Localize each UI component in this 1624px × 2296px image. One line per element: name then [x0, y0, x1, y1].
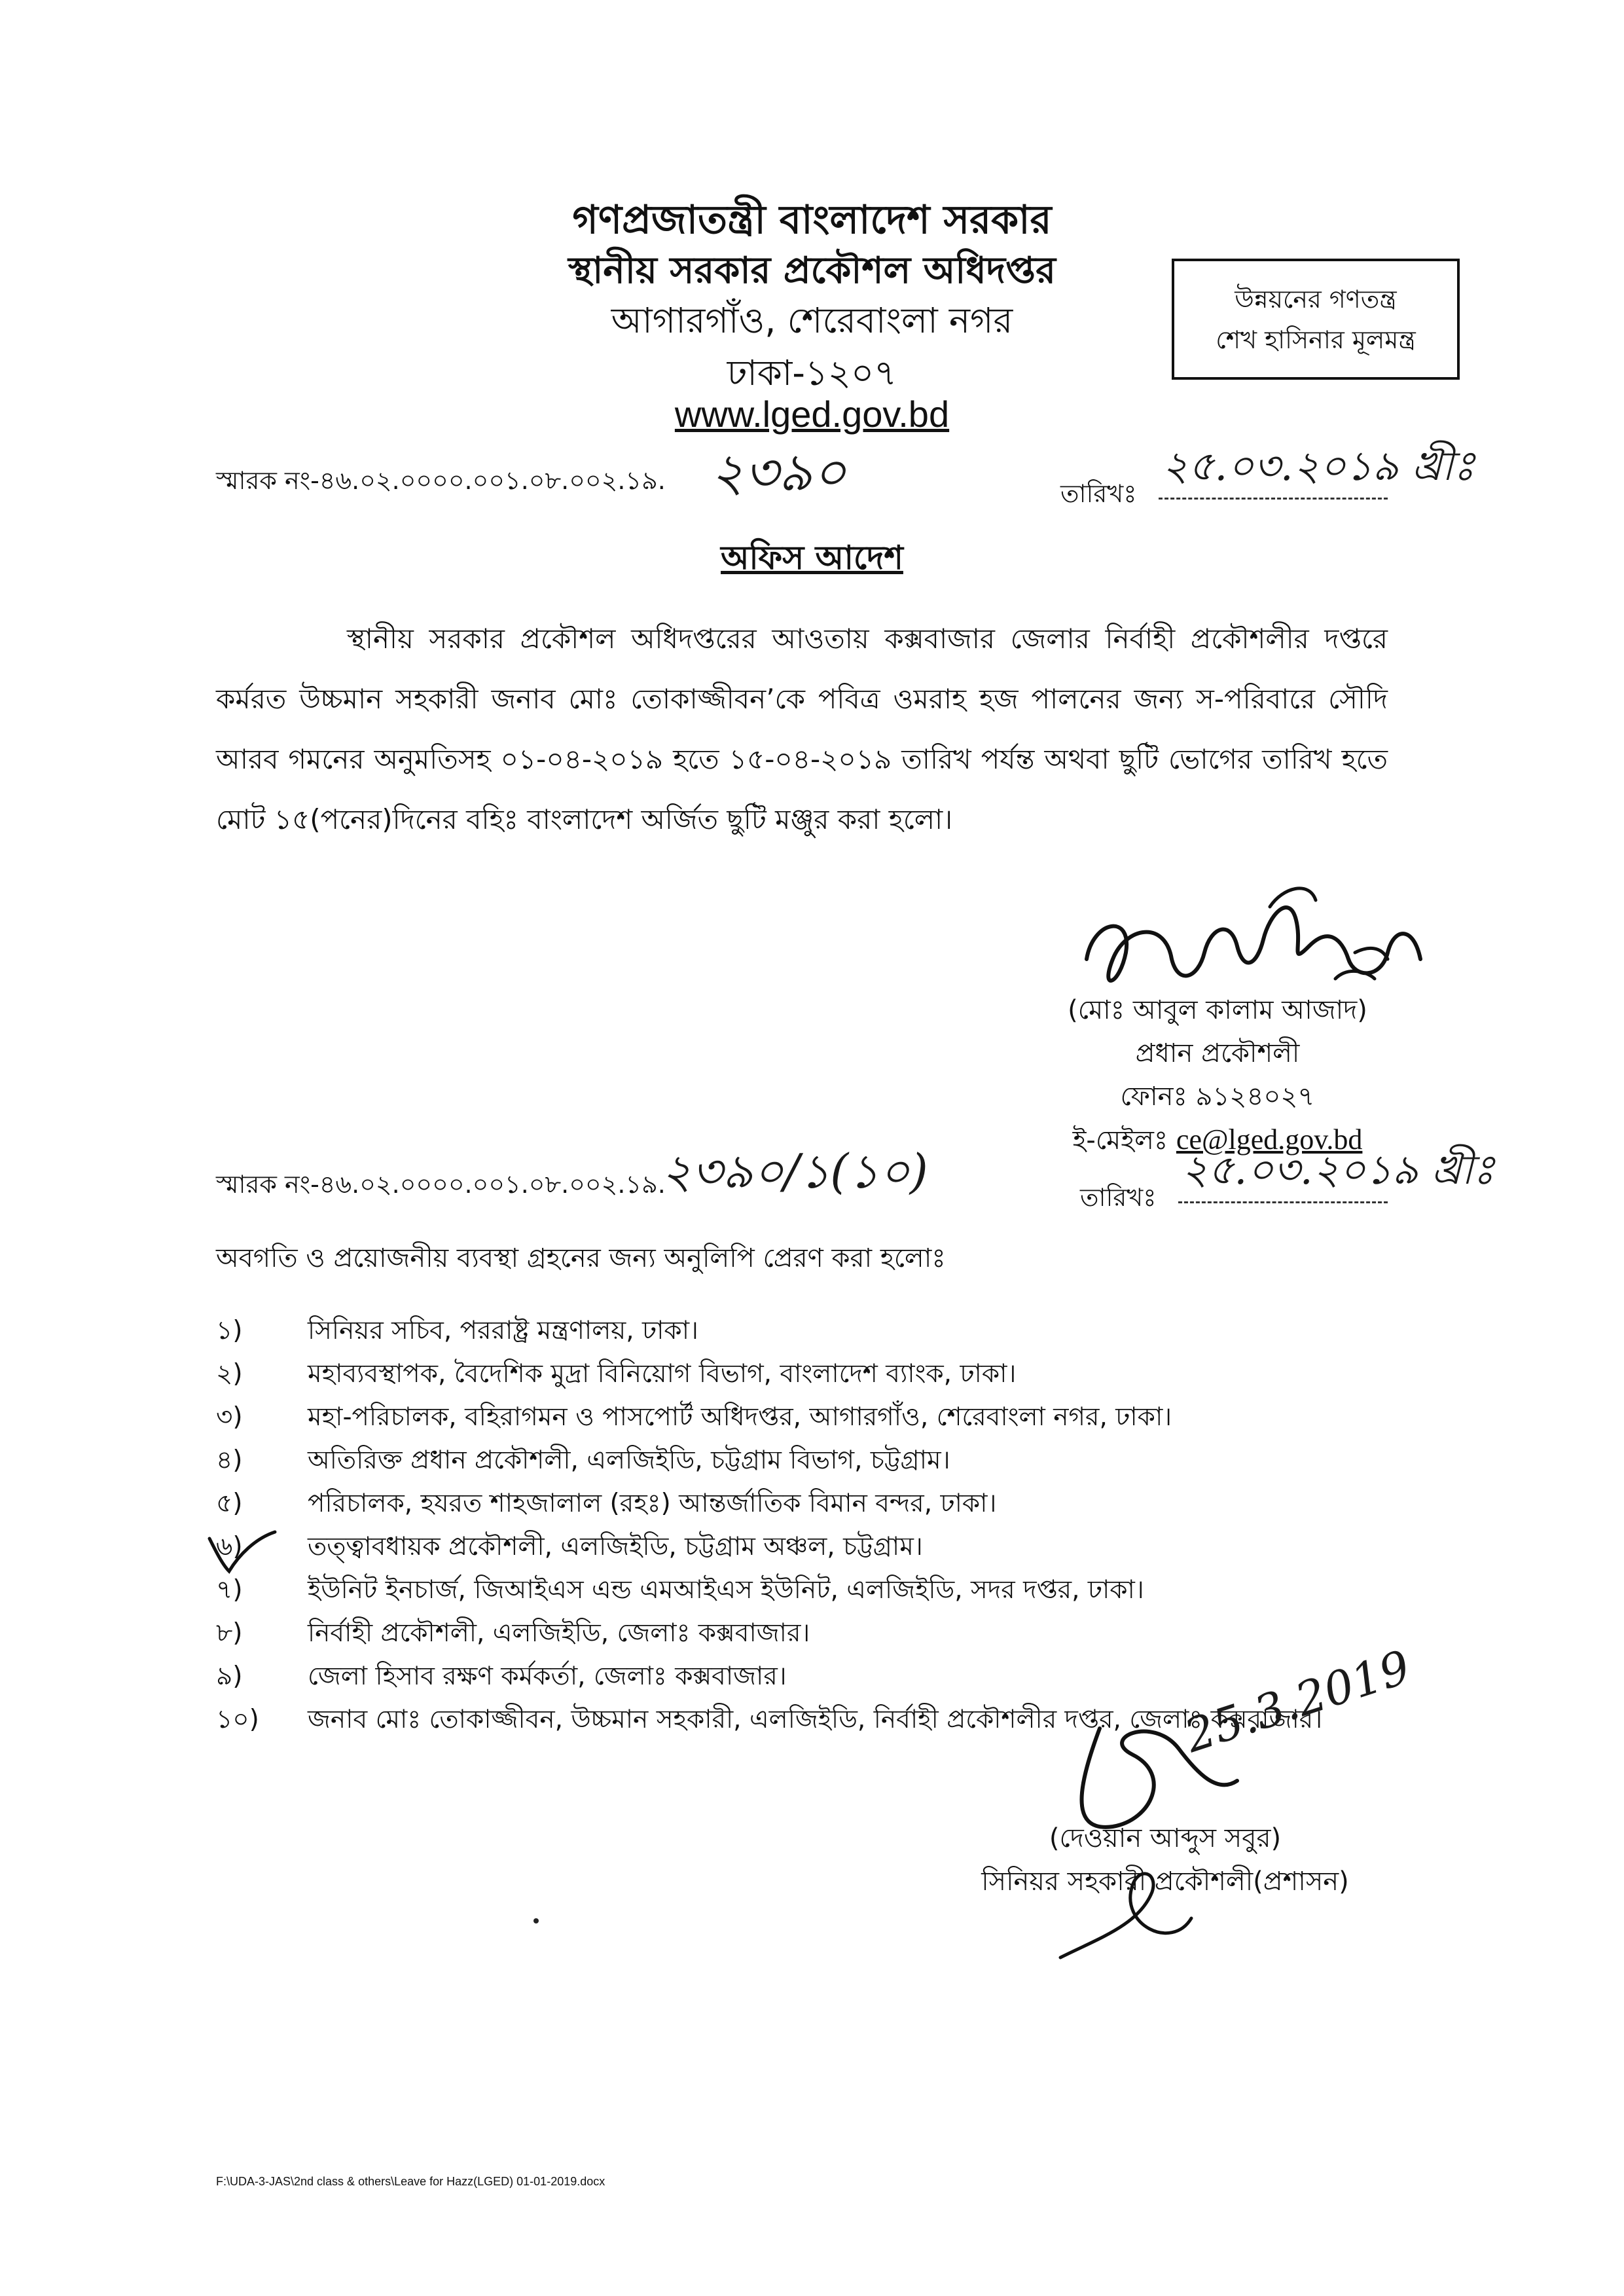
- slogan-line-2: শেখ হাসিনার মূলমন্ত্র: [1216, 325, 1416, 354]
- signatory-1-email-link[interactable]: ce@lged.gov.bd: [1176, 1123, 1363, 1156]
- list-item: ৩) মহা-পরিচালক, বহিরাগমন ও পাসপোর্ট অধিদপ্তর, আগারগাঁও, শেরেবাংলা নগর, ঢাকা।: [216, 1402, 1172, 1432]
- header-department: স্থানীয় সরকার প্রকৌশল অধিদপ্তর: [568, 249, 1056, 292]
- memo-date-2-label: তারিখঃ: [1080, 1183, 1157, 1212]
- signatory-2-designation: সিনিয়র সহকারী প্রকৌশলী(প্রশাসন): [981, 1867, 1349, 1897]
- signature-2-handwritten-date: 25.3.2019: [1178, 1639, 1417, 1763]
- slogan-box: [1172, 259, 1460, 380]
- signatory-1-email-label: ই-মেইলঃ: [1072, 1125, 1168, 1156]
- memo-date-1-handwritten: ২৫.০৩.২০১৯ খ্রীঃ: [1162, 442, 1475, 490]
- header-government: গণপ্রজাতন্ত্রী বাংলাদেশ সরকার: [572, 197, 1052, 243]
- document-title: অফিস আদেশ: [721, 539, 903, 577]
- signatory-1: [1034, 989, 1401, 1162]
- memo-number-1: [216, 462, 666, 503]
- signatory-1-name: (মোঃ আবুল কালাম আজাদ): [1068, 995, 1367, 1025]
- header-city: ঢাকা-১২০৭: [727, 352, 897, 393]
- list-item: ১০) জনাব মোঃ তোকাজ্জীবন, উচ্চমান সহকারী, এলজিইডি, নির্বাহী প্রকৌশলীর দপ্তর, জেলাঃ কক্সবাজার।: [216, 1705, 1323, 1734]
- slogan-line-1: উন্নয়নের গণতন্ত্র: [1235, 284, 1397, 314]
- signatory-1-phone: ফোনঃ ৯১২৪০২৭: [1120, 1082, 1315, 1112]
- memo-number-2-handwritten: ২৩৯০/১(১০): [661, 1144, 928, 1199]
- list-item: ৬) তত্ত্বাবধায়ক প্রকৌশলী, এলজিইডি, চট্টগ্রাম অঞ্চল, চট্টগ্রাম।: [216, 1532, 923, 1561]
- list-item: ৪) অতিরিক্ত প্রধান প্রকৌশলী, এলজিইডি, চট্টগ্রাম বিভাগ, চট্টগ্রাম।: [216, 1446, 950, 1475]
- memo-number-2: [216, 1165, 666, 1207]
- memo-date-2-handwritten: ২৫.০৩.২০১৯ খ্রীঃ: [1182, 1146, 1495, 1194]
- memo-number-1-label: স্মারক নং-৪৬.০২.০০০০.০০১.০৮.০০২.১৯.: [216, 466, 666, 495]
- footer-file-path: F:\UDA-3-JAS\2nd class & others\Leave for Hazz(LGED) 01-01-2019.docx: [216, 2175, 605, 2188]
- list-item: ৭) ইউনিট ইনচার্জ, জিআইএস এন্ড এমআইএস ইউনিট, এলজিইডি, সদর দপ্তর, ঢাকা।: [216, 1575, 1144, 1605]
- header-address: আগারগাঁও, শেরেবাংলা নগর: [611, 300, 1013, 341]
- memo-number-2-label: স্মারক নং-৪৬.০২.০০০০.০০১.০৮.০০২.১৯.: [216, 1170, 666, 1199]
- signatory-2-name: (দেওয়ান আব্দুস সবুর): [1049, 1823, 1282, 1853]
- copy-intro: অবগতি ও প্রয়োজনীয় ব্যবস্থা গ্রহনের জন্য অনুলিপি প্রেরণ করা হলোঃ: [216, 1243, 946, 1273]
- signatory-2: [956, 1817, 1375, 1903]
- signatory-1-designation: প্রধান প্রকৌশলী: [1135, 1038, 1300, 1068]
- list-item: ৮) নির্বাহী প্রকৌশলী, এলজিইডি, জেলাঃ কক্সবাজার।: [216, 1618, 810, 1648]
- list-item: ২) মহাব্যবস্থাপক, বৈদেশিক মুদ্রা বিনিয়োগ বিভাগ, বাংলাদেশ ব্যাংক, ঢাকা।: [216, 1359, 1017, 1389]
- memo-date-1-label: তারিখঃ: [1060, 479, 1137, 508]
- memo-number-1-handwritten: ২৩৯০: [710, 442, 846, 503]
- header-website-link[interactable]: www.lged.gov.bd: [674, 393, 950, 435]
- order-body: স্থানীয় সরকার প্রকৌশল অধিদপ্তরের আওতায় কক্সবাজার জেলার নির্বাহী প্রকৌশলীর দপ্তরে কর্মরত উচ্চমান সহকারী জনাব মোঃ তোকাজ্জীবন’কে পবিত্র ওমরাহ হজ পালনের জন্য স-পরিবারে সৌদি আরব গমনের অনুমতিসহ ০১-০৪-২০১৯ হতে ১৫-০৪-২০১৯ তারিখ পর্যন্ত অথবা ছুটি ভোগের তারিখ হতে মোট ১৫(পনের)দিনের বহিঃ বাংলাদেশ অর্জিত ছুটি মঞ্জুর করা হলো।: [216, 623, 1388, 835]
- list-item: ১) সিনিয়র সচিব, পররাষ্ট্র মন্ত্রণালয়, ঢাকা।: [216, 1316, 698, 1345]
- tick-mark-icon: [203, 1525, 281, 1578]
- list-item: ৯) জেলা হিসাব রক্ষণ কর্মকর্তা, জেলাঃ কক্সবাজার।: [216, 1662, 787, 1691]
- stray-mark: [533, 1918, 539, 1923]
- list-item: ৫) পরিচালক, হযরত শাহজালাল (রহঃ) আন্তর্জাতিক বিমান বন্দর, ঢাকা।: [216, 1489, 997, 1518]
